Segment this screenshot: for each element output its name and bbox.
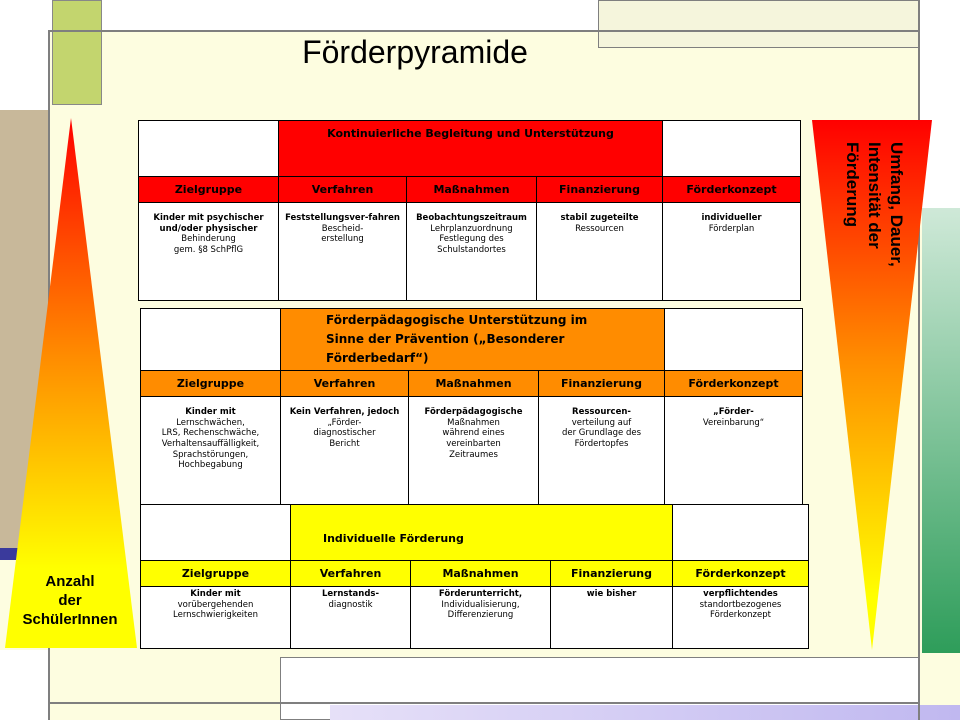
cell-line: Maßnahmen — [447, 417, 500, 428]
tier-2-cell — [281, 397, 409, 505]
cell-line: Behinderung — [181, 234, 236, 245]
right-arrow-label-line3: Förderung — [843, 142, 862, 227]
cell-line: Differenzierung — [447, 610, 514, 621]
tier-3-cell — [141, 587, 291, 649]
left-arrow-label-line3: SchülerInnen — [22, 611, 118, 628]
cell-line: gem. §8 SchPflG — [173, 244, 244, 255]
tier-2-corner — [141, 309, 281, 371]
tier-3-cell — [291, 587, 411, 649]
cell-line: Förderunterricht, — [438, 589, 523, 599]
right-arrow-label — [841, 142, 907, 302]
right-arrow-label-line1: Umfang, Dauer, — [887, 142, 906, 267]
left-arrow-label-line1: Anzahl — [45, 573, 95, 590]
right-arrow-label-line2: Intensität der — [865, 142, 884, 249]
tier-3-col-header: Maßnahmen — [411, 561, 551, 587]
cell-line: Hochbegabung — [178, 460, 243, 471]
cell-line: Verhaltensauffälligkeit, — [161, 438, 260, 449]
tier-1-cell — [139, 203, 279, 301]
cell-line: standortbezogenes — [699, 599, 782, 610]
cell-line: Kinder mit psychischer und/oder physischer — [153, 213, 264, 234]
cell-line: Lernschwächen, — [176, 417, 245, 428]
tier-2-table — [140, 308, 803, 505]
page-title: Förderpyramide — [302, 34, 528, 70]
tier-1-table — [138, 120, 801, 301]
cell-line: individueller — [701, 213, 762, 223]
tier-3-corner — [141, 505, 291, 561]
tier-1-col-header: Maßnahmen — [407, 177, 537, 203]
tier-2-heading: Förderpädagogische Unterstützung im Sinne der Prävention („Besonderer Förderbedarf“) — [281, 309, 665, 371]
tier-1-col-header: Zielgruppe — [139, 177, 279, 203]
cell-line: Bericht — [329, 438, 360, 449]
cell-line: Lehrplanzuordnung — [430, 223, 513, 234]
cell-line: Festlegung des — [439, 234, 504, 245]
tier-3-cell — [551, 587, 673, 649]
cell-line: Ressourcen — [575, 223, 624, 234]
cell-line: Kinder mit — [185, 407, 236, 417]
cell-line: Kein Verfahren, jedoch — [289, 407, 400, 417]
cell-line: „Förder- — [327, 417, 362, 428]
cell-line: Fördertopfes — [574, 438, 629, 449]
cell-line: diagnostik — [328, 599, 373, 610]
cell-line: vorübergehenden — [177, 599, 254, 610]
frame-line-right — [918, 0, 920, 720]
cell-line: Lernschwierigkeiten — [173, 610, 258, 621]
cell-line: Sprachstörungen, — [172, 449, 249, 460]
tier-2-cell — [409, 397, 539, 505]
cell-line: Bescheid- — [321, 223, 364, 234]
cell-line: verteilung auf — [571, 417, 632, 428]
tier-2-cell — [141, 397, 281, 505]
cell-line: Förderkonzept — [710, 610, 771, 621]
tier-3-heading: Individuelle Förderung — [291, 505, 673, 561]
tier-2-col-header: Finanzierung — [539, 371, 665, 397]
tier-3-col-header: Zielgruppe — [141, 561, 291, 587]
tier-2-col-header: Förderkonzept — [665, 371, 803, 397]
frame-bottom-left-white — [0, 650, 50, 720]
tier-2-cell — [665, 397, 803, 505]
frame-line-bottom — [48, 702, 920, 704]
left-arrow-label-line2: der — [58, 592, 82, 609]
cell-line: Förderpädagogische — [424, 407, 523, 417]
tier-3-col-header: Verfahren — [291, 561, 411, 587]
tier-1-cell — [537, 203, 663, 301]
cell-line: vereinbarten — [446, 438, 501, 449]
frame-right-green — [922, 208, 960, 653]
cell-line: Feststellungsver-fahren — [285, 213, 400, 223]
cell-line: LRS, Rechenschwäche, — [161, 428, 260, 439]
frame-right-white — [920, 0, 960, 210]
tier-1-cell — [279, 203, 407, 301]
cell-line: Zeitraumes — [449, 449, 498, 460]
cell-line: Individualisierung, — [441, 599, 520, 610]
cell-line: Lernstands- — [321, 589, 379, 599]
tier-2-col-header: Verfahren — [281, 371, 409, 397]
frame-bottom-lavender — [330, 705, 960, 720]
cell-line: während eines — [442, 428, 505, 439]
cell-line: „Förder- — [713, 407, 754, 417]
cell-line: Schulstandortes — [437, 244, 506, 255]
tier-2-col-header: Maßnahmen — [409, 371, 539, 397]
cell-line: erstellung — [321, 234, 364, 245]
cell-line: wie bisher — [586, 589, 637, 599]
tier-1-cell — [663, 203, 801, 301]
tier-3-cell — [411, 587, 551, 649]
cell-line: Vereinbarung“ — [702, 417, 765, 428]
tier-1-col-header: Finanzierung — [537, 177, 663, 203]
tier-3-col-header: Finanzierung — [551, 561, 673, 587]
tier-1-corner — [139, 121, 279, 177]
tier-3-cell — [673, 587, 809, 649]
cell-line: der Grundlage des — [561, 428, 642, 439]
left-arrow-label — [0, 572, 140, 629]
tier-1-heading: Kontinuierliche Begleitung und Unterstützung — [279, 121, 663, 177]
tier-3-right-blank — [673, 505, 809, 561]
tier-1-right-blank — [663, 121, 801, 177]
tier-2-right-blank — [665, 309, 803, 371]
tier-1-cell — [407, 203, 537, 301]
cell-line: stabil zugeteilte — [560, 213, 639, 223]
tier-1-col-header: Förderkonzept — [663, 177, 801, 203]
frame-line-top — [48, 30, 920, 32]
cell-line: Ressourcen- — [572, 407, 631, 417]
tier-3-table — [140, 504, 809, 649]
cell-line: verpflichtendes — [703, 589, 778, 599]
cell-line: Förderplan — [708, 223, 755, 234]
tier-1-col-header: Verfahren — [279, 177, 407, 203]
cell-line: Kinder mit — [190, 589, 241, 599]
tier-2-col-header: Zielgruppe — [141, 371, 281, 397]
cell-line: Beobachtungszeitraum — [416, 213, 527, 223]
cell-line: diagnostischer — [313, 428, 376, 439]
tier-2-cell — [539, 397, 665, 505]
tier-3-col-header: Förderkonzept — [673, 561, 809, 587]
